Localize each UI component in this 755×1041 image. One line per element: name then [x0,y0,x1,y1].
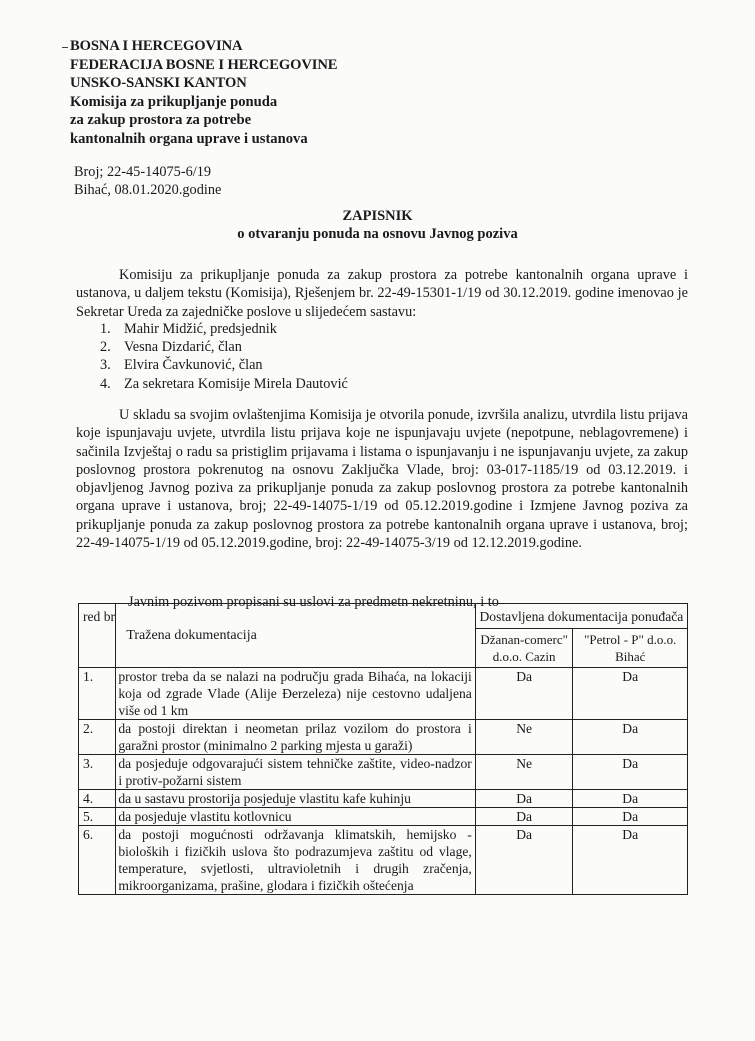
document-number: Broj; 22-45-14075-6/19 [74,164,212,180]
member-item: 1. Mahir Midžić, predsjednik [100,321,277,337]
table-caption: Javnim pozivom propisani su uslovi za predmetn nekretninu, i to [128,594,499,610]
bidder1-value: Da [475,790,573,808]
title-subtitle: o otvaranju ponuda na osnovu Javnog poziva [237,226,518,242]
letterhead-federation: FEDERACIJA BOSNE I HERCEGOVINE [70,56,338,73]
letterhead-commission-line2: za zakup prostora za potrebe [70,112,252,128]
requirement-text: da postoji mogućnosti održavanja klimatskih, hemijsko - bioloških i fizičkih uslova što podrazumjeva zaštitu od vlage, temperature, svjetlosti, ultravioletnih i drugih zračenja, mikroorganizama, prašine, glodara i fizičkih oštećenja [116,826,476,895]
letterhead-commission-line1: Komisija za prikupljanje ponuda [70,93,278,110]
table-row: 6. da postoji mogućnosti održavanja klimatskih, hemijsko - bioloških i fizičkih uslova što podrazumjeva zaštitu od vlage, temperature, svjetlosti, ultravioletnih i drugih zračenja, mikroorganizama, prašine, glodara i fizičkih oštećenja Da Da [79,826,688,895]
header-bidder-petrol: "Petrol - P" d.o.o. Bihać [573,629,688,668]
header-red-br: red br [79,604,116,668]
bidder2-value: Da [573,790,688,808]
requirements-table [78,603,688,895]
header-required-docs: Tražena dokumentacija [116,604,476,668]
table-row: 1. prostor treba da se nalazi na području grada Bihaća, na lokaciji koja od zgrade Vlade (Alije Đerzeleza) nije cestovno udaljena više od 1 km Da Da [79,668,688,720]
scan-mark [62,47,68,48]
bidder2-value: Da [573,755,688,790]
requirement-text: da posjeduje vlastitu kotlovnicu [116,808,476,826]
letterhead-commission-line3: kantonalnih organa uprave i ustanova [70,130,308,147]
bidder1-value: Ne [475,720,573,755]
bidder2-value: Da [573,720,688,755]
requirement-text: prostor treba da se nalazi na području grada Bihaća, na lokaciji koja od zgrade Vlade (Alije Đerzeleza) nije cestovno udaljena više od 1 km [116,668,476,720]
member-item: 3. Elvira Čavkunović, član [100,357,263,374]
letterhead-canton: UNSKO-SANSKI KANTON [70,75,247,91]
table-row: 4. da u sastavu prostorija posjeduje vlastitu kafe kuhinju Da Da [79,790,688,808]
document-title [0,207,755,243]
requirement-text: da u sastavu prostorija posjeduje vlastitu kafe kuhinju [116,790,476,808]
bidder1-value: Ne [475,755,573,790]
bidder2-value: Da [573,808,688,826]
letterhead-country: BOSNA I HERCEGOVINA [70,38,243,54]
main-paragraph-text: U skladu sa svojim ovlaštenjima Komisija je otvorila ponude, izvršila analizu, utvrdila listu prijava koje ispunjavaju uvjete, utvrdila listu prijava koje ne ispunjavaju uvjete (nepotpune, neblagovremene) i sačinila Izvještaj o radu sa pristiglim prijavama i listama o ispunjavanju i ne ispunjavanju uvjete, za zakup poslovnog prostora pokrenutog na osnovu Zaključka Vlade, broj: 03-017-1185/19 od 03.12.2019. i objavljenog Javnog poziva za prikupljanje ponuda za zakup poslovnog prostora za potrebe kantonalnih organa uprave i ustanova, broj; 22-49-14075-1/19 od 05.12.2019.godine i Izmjene Javnog poziva za prikupljanje ponuda za zakup poslovnog prostora za potrebe kantonalnih organa uprave i ustanova, broj; 22-49-14075-1/19 od 05.12.2019.godine, broj: 22-49-14075-3/19 od 12.12.2019.godine. [76,407,688,552]
table-row: 3. da posjeduje odgovarajući sistem tehničke zaštite, video-nadzor i protiv-požarni sistem Ne Da [79,755,688,790]
table-header-row [79,604,688,629]
commission-members-list [100,320,348,393]
member-item: 2. Vesna Dizdarić, član [100,339,242,356]
title-main: ZAPISNIK [342,208,413,224]
requirement-text: da postoji direktan i neometan prilaz vozilom do prostora i garažni prostor (minimalno 2 parking mjesta u garaži) [116,720,476,755]
table-row: 5. da posjeduje vlastitu kotlovnicu Da Da [79,808,688,826]
letterhead [70,37,337,148]
header-submitted-docs-group: Dostavljena dokumentacija ponuđača [475,604,687,629]
bidder1-value: Da [475,808,573,826]
bidder1-value: Da [475,668,573,720]
bidder2-value: Da [573,668,688,720]
document-place-date: Bihać, 08.01.2020.godine [74,182,222,198]
requirement-text: da posjeduje odgovarajući sistem tehničke zaštite, video-nadzor i protiv-požarni sistem [116,755,476,790]
table-row: 2. da postoji direktan i neometan prilaz vozilom do prostora i garažni prostor (minimalno 2 parking mjesta u garaži) Ne Da [79,720,688,755]
bidder1-value: Da [475,826,573,895]
intro-paragraph-text: Komisiju za prikupljanje ponuda za zakup prostora za potrebe kantonalnih organa uprave i ustanova, u daljem tekstu (Komisija), Rješenjem br. 22-49-15301-1/19 od 30.12.2019. godine imenovao je Sekretar Ureda za zajedničke poslove u slijedećem sastavu: [76,267,688,320]
header-bidder-dzanan: Džanan-comerc" d.o.o. Cazin [475,629,573,668]
intro-paragraph [76,266,688,321]
main-paragraph [76,406,688,552]
document-meta [74,163,221,199]
member-item: 4. Za sekretara Komisije Mirela Dautović [100,375,348,392]
bidder2-value: Da [573,826,688,895]
